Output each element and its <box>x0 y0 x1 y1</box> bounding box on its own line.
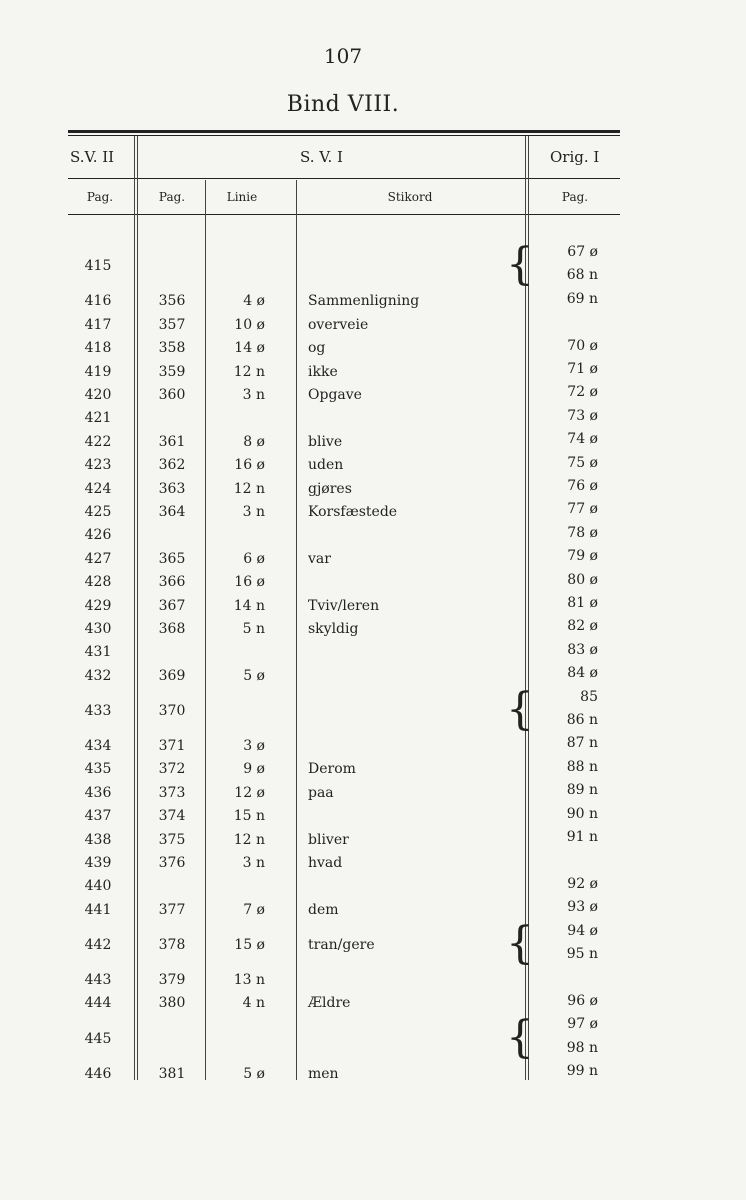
table-row <box>0 829 746 852</box>
cell-orig-pag: 98 n <box>566 1039 598 1056</box>
page-number: 107 <box>323 44 363 68</box>
cell-gv1-pag: 370 <box>158 702 186 719</box>
cell-gv2-pag: 424 <box>84 480 112 497</box>
cell-gv1-pag: 359 <box>158 363 186 380</box>
cell-gv2-pag: 446 <box>84 1065 112 1082</box>
cell-stikord: overveie <box>308 316 369 333</box>
table-row <box>0 431 746 454</box>
cell-gv2-pag: 440 <box>84 878 112 895</box>
cell-orig-pag: 92 ø <box>567 875 598 892</box>
cell-gv2-pag: 439 <box>84 855 112 872</box>
cell-stikord: tran/gere <box>308 936 375 953</box>
cell-gv1-pag: 363 <box>158 480 186 497</box>
cell-orig-pag: 97 ø <box>567 1016 598 1033</box>
brace-icon: { <box>506 684 534 735</box>
cell-stikord: hvad <box>308 855 343 872</box>
cell-gv2-pag: 431 <box>84 644 112 661</box>
cell-gv2-pag: 417 <box>84 316 112 333</box>
brace-icon: { <box>506 239 534 291</box>
cell-orig-pag: 89 n <box>566 782 598 799</box>
cell-gv1-pag: 357 <box>158 316 186 333</box>
cell-gv2-pag: 441 <box>84 901 112 918</box>
cell-stikord: gjøres <box>308 480 352 497</box>
table-row <box>0 1011 746 1063</box>
cell-gv2-pag: 442 <box>84 936 112 953</box>
cell-linie: 8 ø <box>243 433 265 450</box>
cell-linie: 14 n <box>233 597 265 614</box>
cell-gv1-pag: 362 <box>158 457 186 474</box>
cell-gv2-pag: 435 <box>84 761 112 778</box>
cell-gv1-pag: 369 <box>158 667 186 684</box>
cell-stikord: var <box>308 550 331 567</box>
cell-orig-pag: 70 ø <box>567 337 598 354</box>
table-row <box>0 314 746 337</box>
cell-gv2-pag: 443 <box>84 972 112 989</box>
cell-orig-pag: 86 n <box>566 711 598 728</box>
cell-gv2-pag: 429 <box>84 597 112 614</box>
cell-gv2-pag: 427 <box>84 550 112 567</box>
cell-linie: 4 ø <box>243 293 265 310</box>
cell-stikord: Korsfæstede <box>308 504 398 521</box>
subheader-stikord: Stikord <box>387 190 433 204</box>
cell-orig-pag: 75 ø <box>567 454 598 471</box>
cell-stikord: Derom <box>308 761 356 778</box>
table-row <box>0 501 746 524</box>
cell-orig-pag: 77 ø <box>567 501 598 518</box>
cell-gv2-pag: 426 <box>84 527 112 544</box>
cell-gv1-pag: 374 <box>158 808 186 825</box>
cell-gv1-pag: 366 <box>158 574 186 591</box>
cell-linie: 16 ø <box>234 457 265 474</box>
table-row <box>0 759 746 782</box>
table-row <box>0 338 746 361</box>
table-row <box>0 548 746 571</box>
cell-linie: 7 ø <box>243 901 265 918</box>
cell-linie: 12 n <box>233 831 265 848</box>
subheader-pag-gv2: Pag. <box>86 190 114 204</box>
table-row <box>0 642 746 665</box>
header-orig: Orig. I <box>550 148 600 166</box>
cell-gv2-pag: 436 <box>84 784 112 801</box>
table-row <box>0 408 746 431</box>
cell-stikord: og <box>308 340 326 357</box>
cell-linie: 12 n <box>233 363 265 380</box>
brace-icon: { <box>506 918 534 969</box>
table-row <box>0 852 746 875</box>
table-row <box>0 876 746 899</box>
cell-orig-pag: 85 <box>580 688 598 705</box>
cell-gv2-pag: 422 <box>84 433 112 450</box>
brace-icon: { <box>506 1011 534 1063</box>
header-rule <box>68 178 620 179</box>
cell-linie: 12 ø <box>234 784 265 801</box>
table-row <box>0 993 746 1016</box>
table-row <box>0 361 746 384</box>
cell-stikord: bliver <box>308 831 349 848</box>
cell-linie: 10 ø <box>234 316 265 333</box>
cell-linie: 4 n <box>242 995 265 1012</box>
cell-linie: 6 ø <box>243 550 265 567</box>
cell-linie: 14 ø <box>234 340 265 357</box>
subheader-rule <box>68 214 620 215</box>
cell-gv2-pag: 416 <box>84 293 112 310</box>
cell-stikord: Opgave <box>308 387 362 404</box>
cell-gv2-pag: 419 <box>84 363 112 380</box>
cell-stikord: Ældre <box>308 995 351 1012</box>
cell-gv2-pag: 421 <box>84 410 112 427</box>
cell-orig-pag: 91 n <box>566 829 598 845</box>
cell-linie: 9 ø <box>243 761 265 778</box>
cell-orig-pag: 74 ø <box>567 431 598 448</box>
cell-gv1-pag: 377 <box>158 901 186 918</box>
table-row <box>0 455 746 478</box>
cell-gv2-pag: 438 <box>84 831 112 848</box>
cell-linie: 5 n <box>242 621 265 638</box>
cell-linie: 16 ø <box>234 574 265 591</box>
cell-linie: 3 ø <box>243 738 265 755</box>
cell-linie: 5 ø <box>243 1065 265 1082</box>
table-row <box>0 291 746 314</box>
cell-gv2-pag: 433 <box>84 702 112 719</box>
cell-stikord: men <box>308 1065 339 1082</box>
cell-stikord: blive <box>308 433 343 450</box>
cell-orig-pag: 73 ø <box>567 407 598 424</box>
table-row <box>0 735 746 758</box>
cell-orig-pag: 99 n <box>566 1063 598 1079</box>
cell-orig-pag: 71 ø <box>567 361 598 377</box>
cell-gv1-pag: 373 <box>158 784 186 801</box>
cell-stikord: paa <box>308 784 334 801</box>
top-rule-thick <box>68 130 620 133</box>
cell-gv1-pag: 375 <box>158 831 186 848</box>
cell-linie: 15 ø <box>234 936 265 953</box>
table-row <box>0 665 746 688</box>
table-row <box>0 1063 746 1086</box>
subheader-pag-orig: Pag. <box>561 190 589 204</box>
cell-gv1-pag: 367 <box>158 597 186 614</box>
cell-orig-pag: 76 ø <box>567 478 598 494</box>
table-row <box>0 478 746 501</box>
cell-orig-pag: 93 ø <box>567 899 598 916</box>
cell-gv2-pag: 437 <box>84 808 112 825</box>
cell-stikord: Sammenligning <box>308 293 420 310</box>
table-row <box>0 918 746 970</box>
cell-orig-pag: 67 ø <box>567 244 598 260</box>
cell-gv1-pag: 378 <box>158 936 186 953</box>
header-gv2: S.V. II <box>70 148 115 166</box>
cell-stikord: ikke <box>308 363 338 380</box>
cell-orig-pag: 72 ø <box>567 384 598 401</box>
cell-orig-pag: 84 ø <box>567 665 598 682</box>
subheader-pag-gv1: Pag. <box>158 190 186 204</box>
cell-gv2-pag: 418 <box>84 340 112 357</box>
cell-orig-pag: 94 ø <box>567 922 598 939</box>
top-rule-thin <box>68 135 620 136</box>
cell-orig-pag: 82 ø <box>567 618 598 635</box>
cell-linie: 13 n <box>233 972 265 989</box>
cell-orig-pag: 68 n <box>566 267 598 284</box>
cell-gv2-pag: 423 <box>84 457 112 474</box>
cell-gv1-pag: 371 <box>158 738 186 755</box>
table-row <box>0 595 746 618</box>
cell-stikord: Tviv/leren <box>308 597 380 614</box>
table-row <box>0 684 746 736</box>
cell-orig-pag: 69 n <box>566 290 598 307</box>
cell-linie: 5 ø <box>243 667 265 684</box>
cell-linie: 15 n <box>233 808 265 825</box>
cell-orig-pag: 87 n <box>566 735 598 752</box>
table-row <box>0 618 746 641</box>
cell-gv1-pag: 381 <box>158 1065 186 1082</box>
cell-gv1-pag: 364 <box>158 504 186 521</box>
cell-linie: 3 n <box>242 855 265 872</box>
table-row <box>0 899 746 922</box>
cell-gv2-pag: 420 <box>84 387 112 404</box>
header-gv1: S. V. I <box>300 148 343 166</box>
table-row <box>0 384 746 407</box>
table-row <box>0 572 746 595</box>
cell-gv2-pag: 415 <box>84 258 112 275</box>
cell-linie: 3 n <box>242 387 265 404</box>
cell-gv1-pag: 376 <box>158 855 186 872</box>
cell-stikord: uden <box>308 457 344 474</box>
cell-gv2-pag: 425 <box>84 504 112 521</box>
cell-orig-pag: 88 n <box>566 758 598 775</box>
cell-gv2-pag: 434 <box>84 738 112 755</box>
cell-gv2-pag: 432 <box>84 667 112 684</box>
cell-linie: 3 n <box>242 504 265 521</box>
cell-gv2-pag: 430 <box>84 621 112 638</box>
cell-gv2-pag: 445 <box>84 1030 112 1047</box>
cell-orig-pag: 81 ø <box>567 595 598 611</box>
cell-gv1-pag: 360 <box>158 387 186 404</box>
cell-linie: 12 n <box>233 480 265 497</box>
cell-orig-pag: 96 ø <box>567 992 598 1009</box>
cell-gv2-pag: 428 <box>84 574 112 591</box>
table-row <box>0 806 746 829</box>
cell-gv1-pag: 379 <box>158 972 186 989</box>
cell-orig-pag: 78 ø <box>567 524 598 541</box>
cell-gv2-pag: 444 <box>84 995 112 1012</box>
page-title: Bind VIII. <box>286 92 400 117</box>
cell-orig-pag: 83 ø <box>567 641 598 658</box>
table-row <box>0 782 746 805</box>
table-row <box>0 239 746 291</box>
cell-gv1-pag: 358 <box>158 340 186 357</box>
subheader-linie: Linie <box>226 190 258 204</box>
cell-orig-pag: 90 n <box>566 805 598 822</box>
cell-orig-pag: 80 ø <box>567 571 598 588</box>
table-row <box>0 525 746 548</box>
cell-orig-pag: 95 n <box>566 945 598 962</box>
table-row <box>0 969 746 992</box>
cell-gv1-pag: 356 <box>158 293 186 310</box>
cell-orig-pag: 79 ø <box>567 548 598 565</box>
cell-gv1-pag: 365 <box>158 550 186 567</box>
cell-stikord: skyldig <box>308 621 359 638</box>
cell-gv1-pag: 361 <box>158 433 186 450</box>
cell-gv1-pag: 380 <box>158 995 186 1012</box>
cell-gv1-pag: 368 <box>158 621 186 638</box>
cell-gv1-pag: 372 <box>158 761 186 778</box>
cell-stikord: dem <box>308 901 339 918</box>
